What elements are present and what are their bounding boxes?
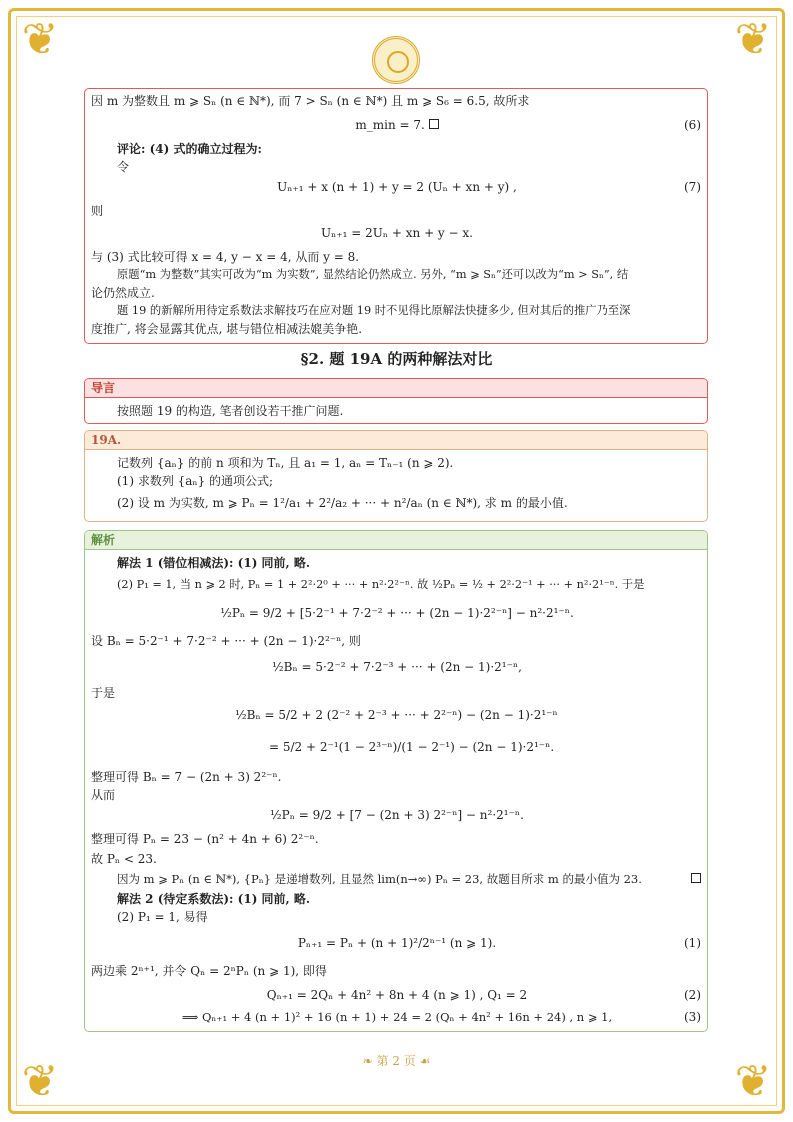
text-line: 度推广, 将会显露其优点, 堪与错位相减法媲美争艳. (91, 322, 363, 336)
page-number: 第 2 页 (376, 1054, 416, 1068)
corner-ornament-icon: ❦ (21, 14, 59, 65)
text-line: 题 19 的新解所用待定系数法求解技巧在应对题 19 时不见得比原解法快捷多少, 但对其后的推广乃至深 (117, 304, 631, 317)
formula-line: ½Bₙ = 5/2 + 2 (2⁻² + 2⁻³ + ··· + 2²⁻ⁿ) − (2n − 1)·2¹⁻ⁿ (235, 708, 558, 722)
problem-line: 记数列 {aₙ} 的前 n 项和为 Tₙ, 且 a₁ = 1, aₙ = Tₙ₋₁ (n ⩾ 2). (117, 456, 454, 470)
solution-line: (2) P₁ = 1, 易得 (117, 910, 208, 924)
solution-header: 解析 (85, 531, 707, 550)
corner-ornament-icon: ❦ (21, 1056, 59, 1107)
solution-line: (2) P₁ = 1, 当 n ⩾ 2 时, Pₙ = 1 + 2²·2⁰ + ··· + n²·2²⁻ⁿ. 故 ½Pₙ = ½ + 2²·2⁻¹ + ··· + n²·2¹⁻ⁿ. 于是 (117, 578, 645, 591)
qed-line (691, 871, 701, 887)
formula-line: ½Pₙ = 9/2 + [5·2⁻¹ + 7·2⁻² + ··· + (2n − 1)·2²⁻ⁿ] − n²·2¹⁻ⁿ. (220, 606, 574, 620)
formula-line: Qₙ₊₁ = 2Qₙ + 4n² + 8n + 4 (n ⩾ 1) , Q₁ = 2 (266, 988, 528, 1002)
qed-icon (429, 119, 439, 129)
solution-line: 整理可得 Bₙ = 7 − (2n + 3) 2²⁻ⁿ. (91, 770, 282, 784)
formula-text: m_min = 7. (355, 118, 425, 132)
text-line: 则 (91, 204, 104, 218)
formula-line (85, 117, 709, 133)
problem-header: 19A. (85, 431, 707, 450)
intro-header: 导言 (85, 379, 707, 398)
formula-line: ⟹ Qₙ₊₁ + 4 (n + 1)² + 16 (n + 1) + 24 = 2 (Qₙ + 4n² + 16n + 24) , n ⩾ 1, (181, 1010, 613, 1024)
formula-line: Uₙ₊₁ + x (n + 1) + y = 2 (Uₙ + xn + y) , (277, 180, 517, 194)
formula-line: = 5/2 + 2⁻¹(1 − 2³⁻ⁿ)/(1 − 2⁻¹) − (2n − 1)·2¹⁻ⁿ. (269, 740, 555, 754)
seal-logo-icon (372, 36, 420, 84)
section-title: §2. 题 19A 的两种解法对比 (300, 350, 493, 368)
formula-line: Pₙ₊₁ = Pₙ + (n + 1)²/2ⁿ⁻¹ (n ⩾ 1). (297, 936, 497, 950)
text-line: 原题“m 为整数”其实可改为“m 为实数”, 显然结论仍然成立. 另外, “m ⩾ Sₙ”还可以改为“m > Sₙ”, 结 (117, 268, 629, 281)
text-line: 论仍然成立. (91, 286, 155, 300)
equation-tag: (7) (684, 180, 701, 194)
solution-line: 设 Bₙ = 5·2⁻¹ + 7·2⁻² + ··· + (2n − 1)·2²⁻ⁿ, 则 (91, 634, 361, 648)
text-line: 令 (117, 160, 130, 174)
solution-line: 整理可得 Pₙ = 23 − (n² + 4n + 6) 2²⁻ⁿ. (91, 832, 319, 846)
problem-line: (2) 设 m 为实数, m ⩾ Pₙ = 1²/a₁ + 2²/a₂ + ··· + n²/aₙ (n ∈ ℕ*), 求 m 的最小值. (117, 496, 568, 510)
formula-line: Uₙ₊₁ = 2Uₙ + xn + y − x. (321, 226, 473, 240)
solution-line: 故 Pₙ < 23. (91, 852, 157, 866)
formula-line: ½Bₙ = 5·2⁻² + 7·2⁻³ + ··· + (2n − 1)·2¹⁻ⁿ, (272, 660, 522, 674)
formula-line: ½Pₙ = 9/2 + [7 − (2n + 3) 2²⁻ⁿ] − n²·2¹⁻ⁿ. (270, 808, 524, 822)
problem-line: (1) 求数列 {aₙ} 的通项公式; (117, 474, 274, 488)
equation-tag: (1) (684, 936, 701, 950)
corner-ornament-icon: ❦ (734, 14, 772, 65)
problem-box (84, 430, 708, 522)
solution-box (84, 530, 708, 1032)
solution-line: 于是 (91, 686, 116, 700)
solution-line: 从而 (91, 788, 116, 802)
qed-icon (691, 873, 701, 883)
solution-line: 因为 m ⩾ Pₙ (n ∈ ℕ*), {Pₙ} 是递增数列, 且显然 lim(n→∞) Pₙ = 23, 故题目所求 m 的最小值为 23. (117, 872, 642, 886)
equation-tag: (3) (684, 1010, 701, 1024)
method-heading: 解法 2 (待定系数法): (1) 同前, 略. (117, 892, 311, 906)
text-line: 因 m 为整数且 m ⩾ Sₙ (n ∈ ℕ*), 而 7 > Sₙ (n ∈ ℕ*) 且 m ⩾ S₆ = 6.5, 故所求 (91, 94, 530, 108)
continued-solution-box (84, 88, 708, 344)
corner-ornament-icon: ❦ (734, 1056, 772, 1107)
equation-tag: (2) (684, 988, 701, 1002)
method-heading: 解法 1 (错位相减法): (1) 同前, 略. (117, 556, 311, 570)
intro-box (84, 378, 708, 424)
equation-tag: (6) (684, 118, 701, 132)
comment-heading: 评论: (4) 式的确立过程为: (117, 142, 262, 156)
intro-text: 按照题 19 的构造, 笔者创设若干推广问题. (117, 404, 344, 418)
solution-line: 两边乘 2ⁿ⁺¹, 并令 Qₙ = 2ⁿPₙ (n ⩾ 1), 即得 (91, 964, 327, 978)
page-footer: ❧ 第 2 页 ☙ (362, 1054, 431, 1068)
text-line: 与 (3) 式比较可得 x = 4, y − x = 4, 从而 y = 8. (91, 250, 360, 264)
